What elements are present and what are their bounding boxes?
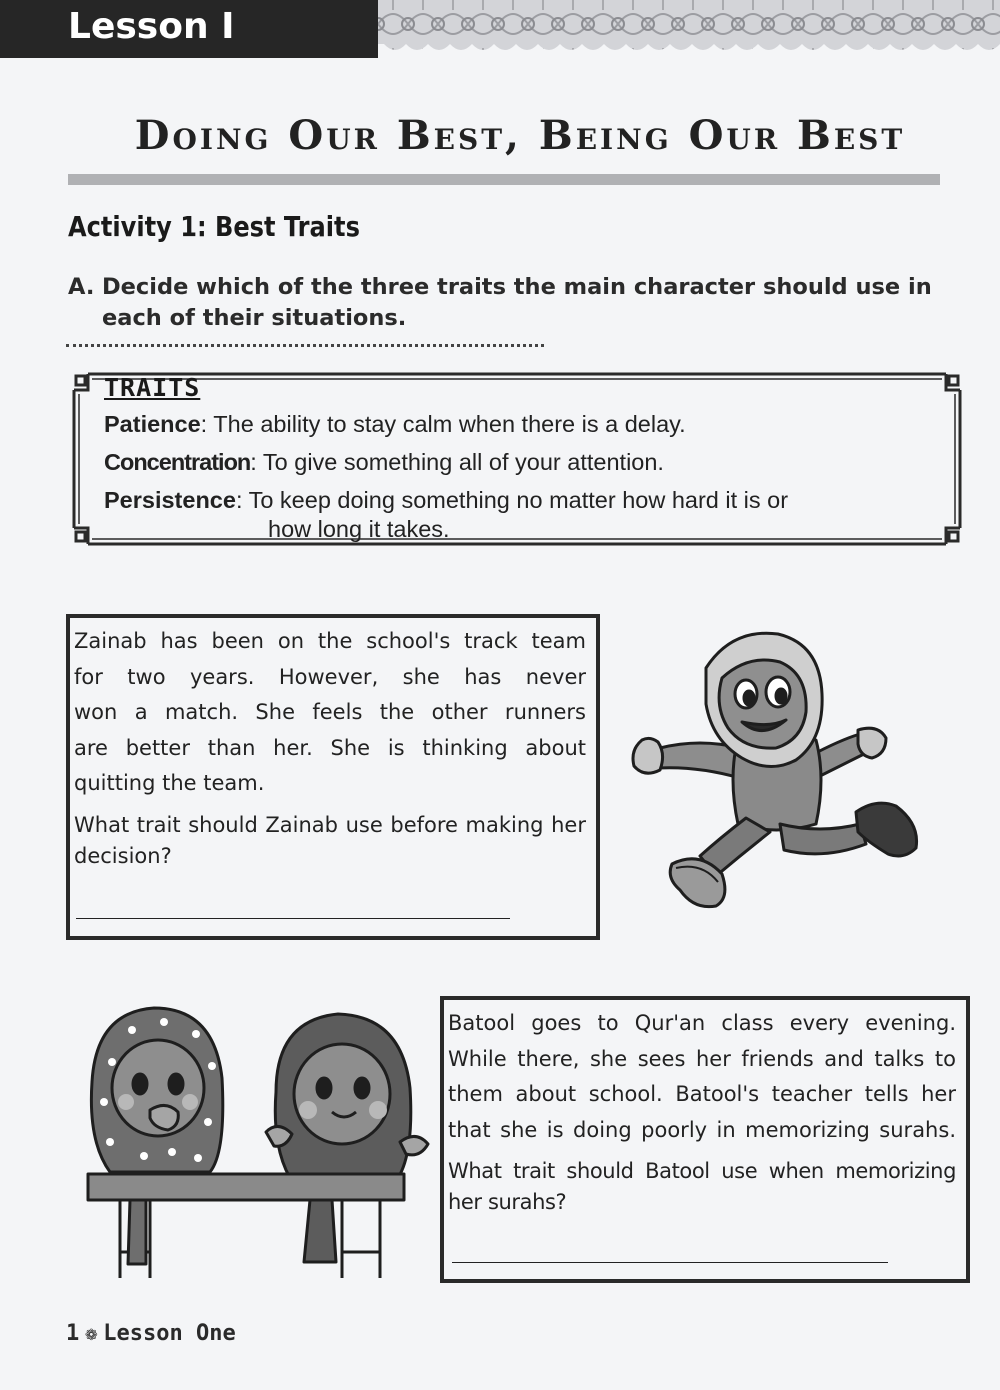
- trait-name: Patience: [104, 411, 201, 437]
- lesson-tab: Lesson I: [0, 0, 378, 58]
- scenario-box-batool: [440, 996, 970, 1283]
- trait-definition: : To keep doing something no matter how hard it is or: [235, 487, 789, 513]
- flower-icon: ❁: [85, 1321, 98, 1345]
- story-line: for two years. However, she has never: [74, 664, 586, 689]
- scenario-box-zainab: [66, 614, 600, 940]
- instruction: [68, 272, 973, 334]
- title-divider: [68, 174, 940, 185]
- trait-definition: : The ability to stay calm when there is a delay.: [200, 411, 686, 437]
- page-footer: [66, 1321, 236, 1346]
- scenario-question: What trait should Zainab use before making her decision?: [74, 812, 586, 868]
- trait-concentration: [104, 449, 664, 476]
- page-number: 1: [66, 1321, 80, 1346]
- instruction-letter: A.: [68, 274, 95, 300]
- story-line: won a match. She feels the other runners: [74, 700, 586, 724]
- story-line: that she is doing poorly in memorizing surahs.: [448, 1117, 956, 1142]
- page-title: Doing Our Best, Being Our Best: [134, 112, 906, 159]
- scenario-question: What trait should Batool use when memorizing her surahs?: [448, 1159, 956, 1214]
- activity-heading: Activity 1: Best Traits: [68, 210, 360, 243]
- story-line: While there, she sees her friends and talks to: [448, 1046, 956, 1071]
- story-line: them about school. Batool's teacher tells her: [448, 1082, 956, 1106]
- two-girls-at-desk-illustration: [80, 1002, 430, 1287]
- answer-line[interactable]: [452, 1262, 888, 1263]
- footer-label: Lesson One: [103, 1321, 236, 1346]
- story-line: quitting the team.: [74, 771, 265, 795]
- running-girl-illustration: [620, 628, 930, 938]
- trait-name: Persistence: [104, 487, 236, 513]
- dotted-divider: [66, 344, 544, 347]
- story-line: Zainab has been on the school's track team: [74, 629, 586, 653]
- instruction-line-1: Decide which of the three traits the main character should use in: [102, 274, 932, 300]
- trait-persistence: [104, 487, 788, 514]
- trait-patience: [104, 411, 686, 438]
- story-line: Batool goes to Qur'an class every evening.: [448, 1011, 956, 1035]
- instruction-line-2: each of their situations.: [102, 305, 407, 331]
- traits-title: TRAITS: [104, 373, 201, 402]
- answer-line[interactable]: [76, 918, 510, 919]
- trait-name: Concentration: [104, 449, 251, 475]
- trait-definition: : To give something all of your attention.: [250, 449, 664, 475]
- arabesque-pattern-icon: [378, 0, 1000, 58]
- trait-persistence-continued: how long it takes.: [268, 516, 450, 542]
- story-line: are better than her. She is thinking about: [74, 735, 586, 760]
